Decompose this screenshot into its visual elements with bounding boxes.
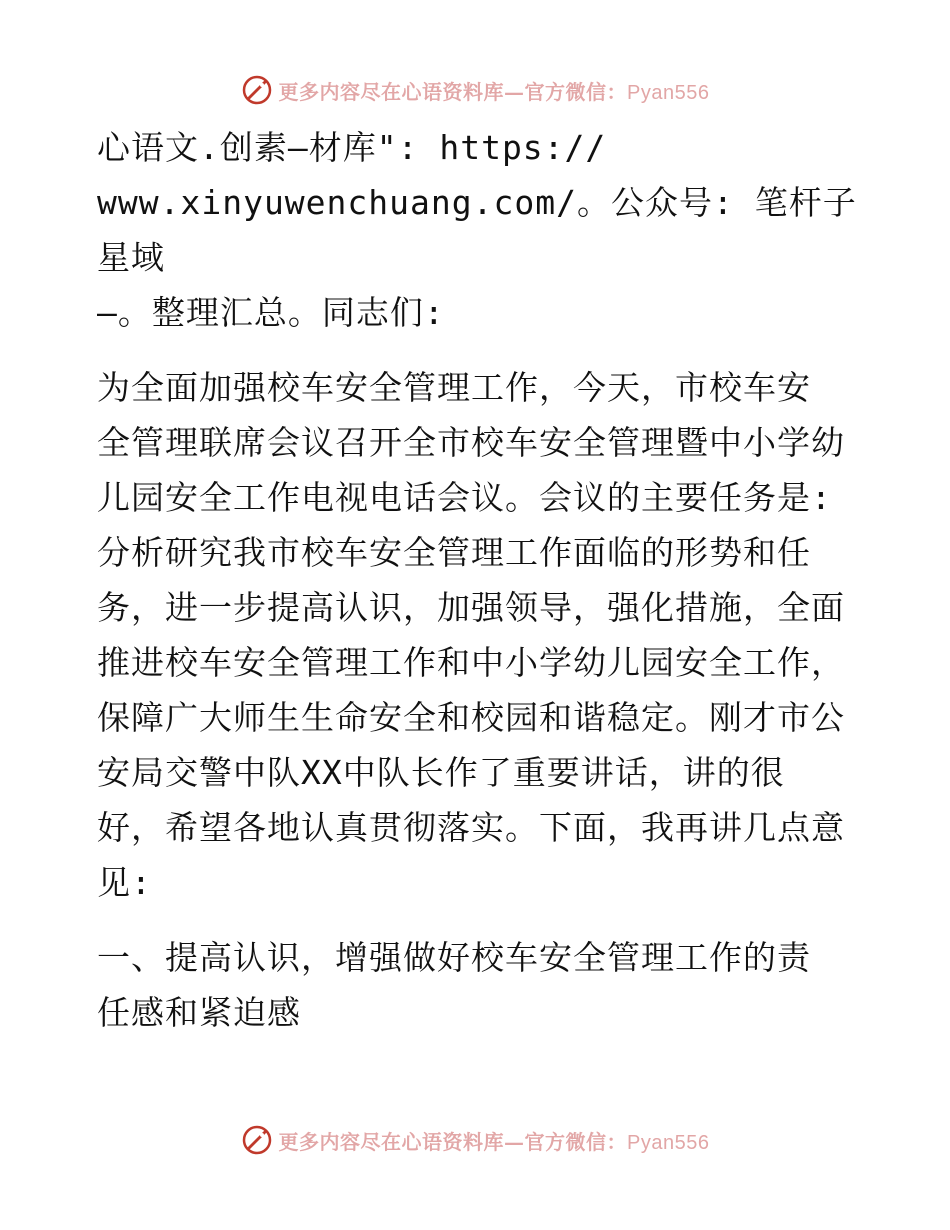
footer-banner xyxy=(0,1120,950,1160)
banner-text xyxy=(279,76,710,105)
document-body xyxy=(97,120,857,1040)
banner-text xyxy=(279,1126,710,1155)
wechat-handle: Pyan556 xyxy=(627,81,710,104)
header-banner xyxy=(0,70,950,110)
section-heading-1: 一、提高认识，增强做好校车安全管理工作的责 任感和紧迫感 xyxy=(97,938,811,1032)
pen-nib-circle-logo-icon xyxy=(241,1124,273,1156)
wechat-handle: Pyan556 xyxy=(627,1131,710,1154)
banner-label: 更多内容尽在心语资料库—官方微信： xyxy=(278,79,628,104)
intro-paragraph: 心语文.创素—材库": https:// www.xinyuwenchuang.com/。公众号: 笔杆子星域 —。整理汇总。同志们: xyxy=(97,128,857,332)
main-paragraph: 为全面加强校车安全管理工作，今天，市校车安 全管理联席会议召开全市校车安全管理暨中小学幼 儿园安全工作电视电话会议。会议的主要任务是: 分析研究我市校车安全管理工作面临的形势和任 务，进一步提高认识，加强领导，强化措施，全面 推进校车安全管理工作和中小学幼儿园安全工作， 保障广大师生生命安全和校园和谐稳定。刚才市公 安局交警中队XX中队长作了重要讲话，讲的很 好，希望各地认真贯彻落实。下面，我再讲几点意 见: xyxy=(97,368,845,902)
pen-nib-circle-logo-icon xyxy=(241,74,273,106)
banner-label: 更多内容尽在心语资料库—官方微信： xyxy=(278,1129,628,1154)
